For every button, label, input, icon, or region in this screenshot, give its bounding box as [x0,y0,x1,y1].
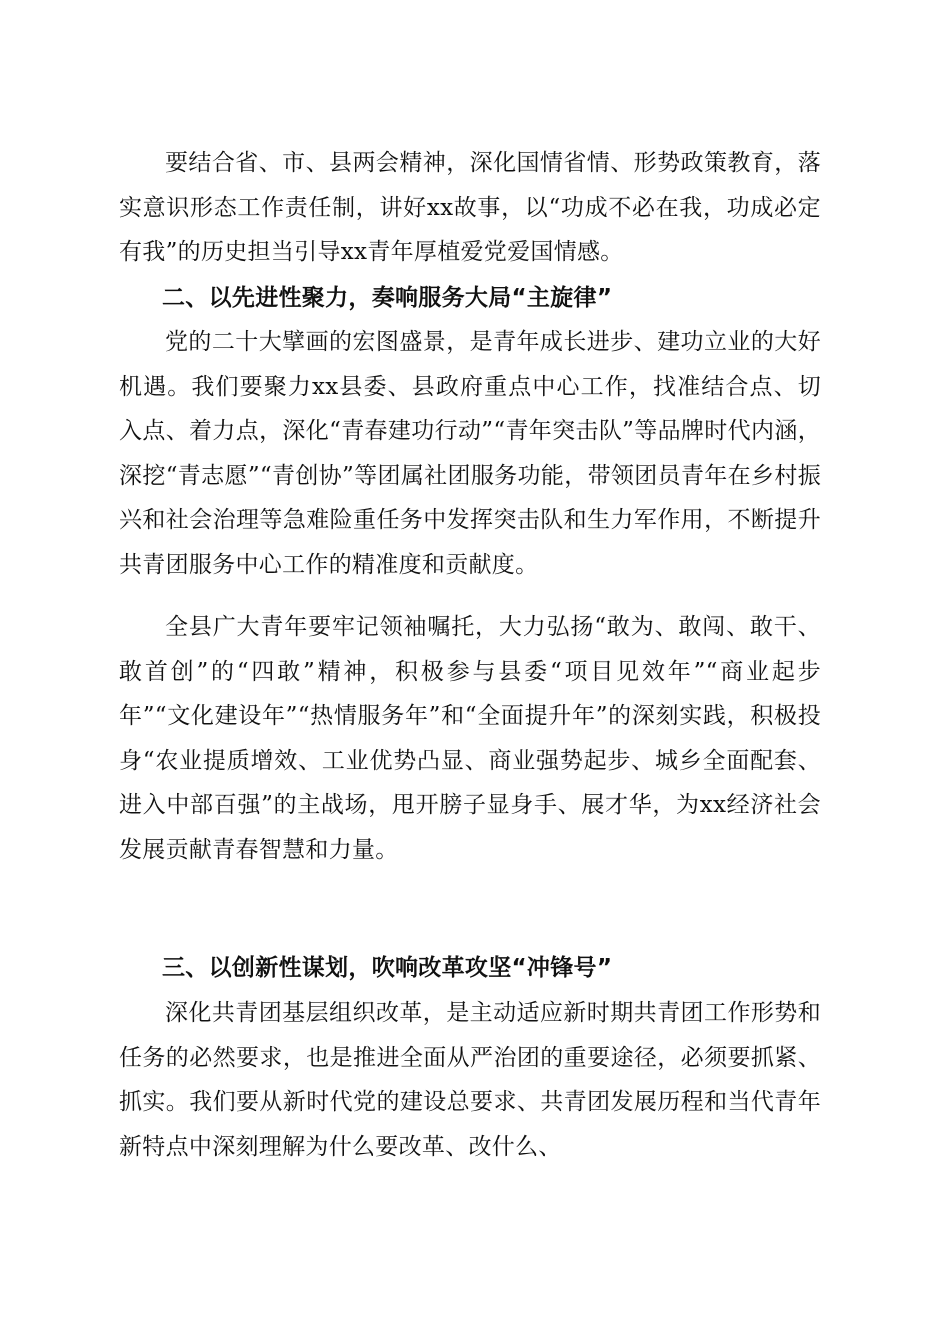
paragraph-section-3-a: 深化共青团基层组织改革，是主动适应新时期共青团工作形势和任务的必然要求，也是推进全面从严治团的重要途径，必须要抓紧、抓实。我们要从新时代党的建设总要求、共青团发展历程和当代青年新特点中深刻理解为什么要改革、改什么、 [119,1000,821,1160]
section-heading-2: 二、以先进性聚力，奏响服务大局“主旋律” [162,285,613,311]
paragraph-section-2-b: 全县广大青年要牢记领袖嘱托，大力弘扬“敢为、敢闯、敢干、敢首创”的“四敢”精神，积极参与县委“项目见效年”“商业起步年”“文化建设年”“热情服务年”和“全面提升年”的深刻实践，积极投身“农业提质增效、工业优势凸显、商业强势起步、城乡全面配套、进入中部百强”的主战场，甩开膀子显身手、展才华，为xx经济社会发展贡献青春智慧和力量。 [119,614,821,863]
paragraph-intro: 要结合省、市、县两会精神，深化国情省情、形势政策教育，落实意识形态工作责任制，讲好xx故事，以“功成不必在我，功成必定有我”的历史担当引导xx青年厚植爱党爱国情感。 [119,150,821,266]
paragraph-section-2-a: 党的二十大擘画的宏图盛景，是青年成长进步、建功立业的大好机遇。我们要聚力xx县委、县政府重点中心工作，找准结合点、切入点、着力点，深化“青春建功行动”“青年突击队”等品牌时代内涵，深挖“青志愿”“青创协”等团属社团服务功能，带领团员青年在乡村振兴和社会治理等急难险重任务中发挥突击队和生力军作用，不断提升共青团服务中心工作的精准度和贡献度。 [119,329,821,578]
section-heading-3: 三、以创新性谋划，吹响改革攻坚“冲锋号” [162,955,613,981]
